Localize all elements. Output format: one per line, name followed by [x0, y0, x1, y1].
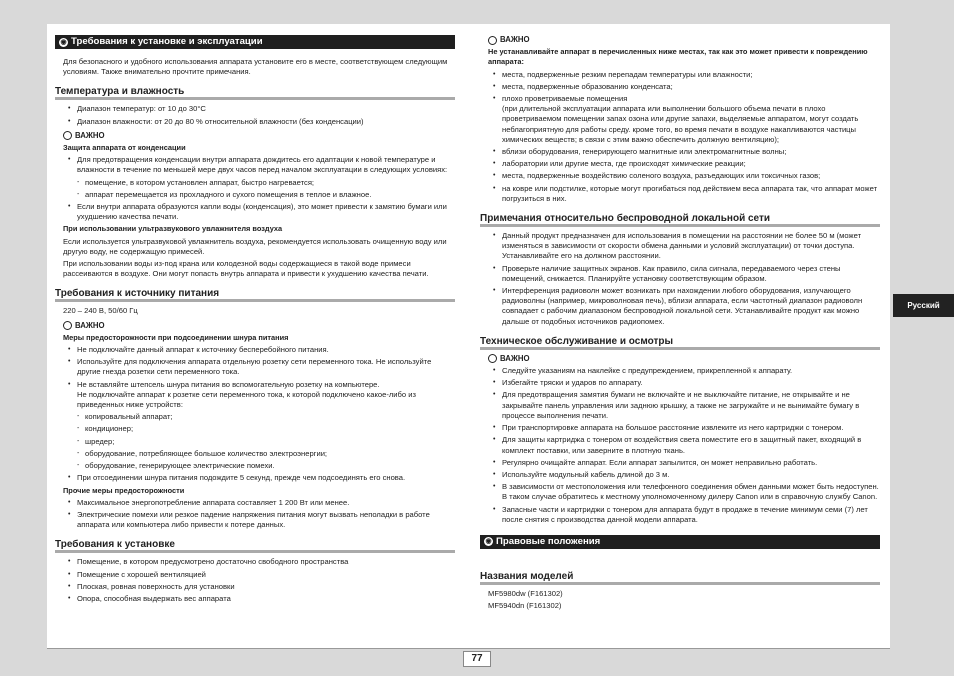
list-item: • Запасные части и картриджи с тонером для аппарата будут в продаже в течение минимум семи (7) лет после снятия с производства данной модели аппарата.: [480, 505, 880, 525]
model-name: MF5980dw (F161302): [488, 588, 563, 598]
list-item: • лаборатории или другие места, где происходят химические реакции;: [480, 159, 880, 169]
list-subitem: - кондиционер;: [55, 424, 455, 434]
maintenance-list: [480, 366, 880, 525]
condensation-list: [55, 155, 455, 222]
list-item: • Проверьте наличие защитных экранов. Как правило, сила сигнала, передаваемого через стены помещений, снижается. Планируйте установку соответствующим образом.: [480, 264, 880, 284]
important-label: [63, 321, 455, 331]
list-item: • места, подверженные воздействию соленого воздуха, разъедающих или токсичных газов;: [480, 171, 880, 181]
list-item-text: плохо проветриваемые помещения: [502, 94, 628, 104]
list-subitem: - аппарат перемещается из прохладного и сухого помещения в теплое и влажное.: [55, 190, 455, 200]
placement-warning-heading: Не устанавливайте аппарат в перечисленных ниже местах, так как это может привести к повреждению аппарата:: [488, 47, 868, 67]
list-item-text: Не вставляйте штепсель шнура питания во вспомогательную розетку на компьютере.: [77, 379, 380, 389]
list-item: • Если внутри аппарата образуются капли воды (конденсация), это может привести к замятию бумаги или ухудшению качества печати.: [55, 202, 455, 222]
list-subitem: - оборудование, потребляющее большое количество электроэнергии;: [55, 449, 455, 459]
left-column: [55, 35, 455, 606]
section-band-installation: [55, 35, 455, 49]
band-title: Требования к установке и эксплуатации: [71, 36, 263, 47]
section-title-wireless: Примечания относительно беспроводной локальной сети: [480, 213, 880, 227]
important-icon: [63, 321, 72, 330]
important-label: [488, 35, 880, 45]
placement-warning-list: [480, 70, 880, 204]
list-item: [480, 94, 880, 145]
list-item: • Максимальное энергопотребление аппарата составляет 1 200 Вт или менее.: [55, 498, 455, 508]
list-item: • Плоская, ровная поверхность для установки: [55, 582, 455, 592]
section-title-power: Требования к источнику питания: [55, 288, 455, 302]
list-item: • В зависимости от местоположения или телефонного соединения обмен данными может быть недоступен. В таком случае обратитесь к местному уполномоченному дилеру Canon или в справочную службу Canon.: [480, 482, 880, 502]
condensation-heading: Защита аппарата от конденсации: [63, 143, 186, 153]
other-precautions-heading: Прочие меры предосторожности: [63, 485, 185, 495]
list-item: • Помещение, в котором предусмотрено достаточно свободного пространства: [55, 557, 455, 567]
footer-divider: [47, 648, 890, 649]
list-item: • Опора, способная выдержать вес аппарата: [55, 594, 455, 604]
list-item: • Электрические помехи или резкое падение напряжения питания могут вызвать неполадки в работе аппарата или компьютера либо привести к потере данных.: [55, 510, 455, 530]
intro-text: Для безопасного и удобного использования аппарата установите его в месте, соответствующем следующим условиям. Также внимательно прочтите примечания.: [63, 57, 448, 77]
list-item: • Избегайте тряски и ударов по аппарату.: [480, 378, 880, 388]
section-band-legal: [480, 535, 880, 549]
right-column: [480, 35, 880, 613]
list-item: • места, подверженные резким перепадам температуры или влажности;: [480, 70, 880, 80]
list-subitem: - шредер;: [55, 437, 455, 447]
list-item: • Помещение с хорошей вентиляцией: [55, 570, 455, 580]
wireless-list: [480, 231, 880, 327]
section-title-temperature: Температура и влажность: [55, 86, 455, 100]
list-item-text: Не подключайте аппарат к розетке сети переменного тока, к которой подключено какое-либо из приведенных ниже устройств:: [77, 389, 416, 410]
humidifier-text-2: При использовании воды из-под крана или колодезной воды содержащиеся в такой воде примеси рассеиваются в воздухе. Они могут попасть внутрь аппарата и привести к ухудшению качества печати.: [63, 259, 429, 279]
important-text: ВАЖНО: [75, 130, 105, 140]
important-text: ВАЖНО: [75, 320, 105, 330]
model-name: MF5940dn (F161302): [488, 601, 562, 611]
list-item: • Диапазон влажности: от 20 до 80 % относительной влажности (без конденсации): [55, 117, 455, 127]
list-item: • места, подверженные образованию конденсата;: [480, 82, 880, 92]
band-title: Правовые положения: [496, 535, 601, 547]
page-number: 77: [463, 651, 491, 667]
section-title-models: Названия моделей: [480, 571, 880, 585]
power-spec: 220 – 240 В, 50/60 Гц: [63, 306, 138, 316]
list-subitem: - оборудование, генерирующее электрические помехи.: [55, 461, 455, 471]
list-item: • Используйте для подключения аппарата отдельную розетку сети переменного тока. Не используйте другие гнезда розетки сети переменного тока.: [55, 357, 455, 377]
language-tab[interactable]: Русский: [893, 294, 954, 317]
list-item: • Следуйте указаниям на наклейке с предупреждением, прикрепленной к аппарату.: [480, 366, 880, 376]
list-item: • Не подключайте данный аппарат к источнику бесперебойного питания.: [55, 345, 455, 355]
install-list: [55, 557, 455, 604]
list-item: • на ковре или подстилке, которые могут прогибаться под действием веса аппарата так, что аппарат может погрузиться в них.: [480, 184, 880, 204]
list-item: • Для предотвращения конденсации внутри аппарата дождитесь его адаптации к новой температуре и влажности в течение по меньшей мере двух часов перед началом эксплуатации в следующих условиях:: [55, 155, 455, 175]
humidifier-text-1: Если используется ультразвуковой увлажнитель воздуха, рекомендуется использовать очищенную воду или другую воду, не содержащую примесей.: [63, 236, 447, 256]
section-title-install: Требования к установке: [55, 539, 455, 553]
list-item: • Диапазон температур: от 10 до 30°C: [55, 104, 455, 114]
list-item: • Для защиты картриджа с тонером от воздействия света поместите его в защитный пакет, входящий в комплект поставки, или заверните в плотную ткань.: [480, 435, 880, 455]
list-subitem: - копировальный аппарат;: [55, 412, 455, 422]
ventilation-note: (при длительной эксплуатации аппарата или выполнении большого объема печати в плохо проветриваемом помещении запах озона или другие запахи, выделяемые аппаратом, могут создать неблагоприятную для работы среду. кроме того, во время печати в воздухе накапливаются частицы химических веществ; в связи с этим важно обеспечить должную вентиляцию);: [502, 104, 859, 144]
globe-icon: ◉: [485, 538, 492, 546]
list-item: • При транспортировке аппарата на большое расстояние извлеките из него картриджи с тонером.: [480, 423, 880, 433]
list-subitem: - помещение, в котором установлен аппарат, быстро нагревается;: [55, 178, 455, 188]
list-item: • Для предотвращения замятия бумаги не включайте и не выключайте питание, не открывайте и не закрывайте панель управления или заднюю крышку, а также не загружайте и не вынимайте бумагу в процессе выполнения печати.: [480, 390, 880, 421]
globe-icon: ◉: [60, 38, 67, 46]
list-item: • вблизи оборудования, генерирующего магнитные или электромагнитные волны;: [480, 147, 880, 157]
temperature-list: [55, 104, 455, 126]
list-item: • При отсоединении шнура питания подождите 5 секунд, прежде чем подсоединять его снова.: [55, 473, 455, 483]
list-item: [55, 380, 455, 411]
list-item: • Данный продукт предназначен для использования в помещении на расстоянии не более 50 м (может изменяться в зависимости от скорости обмена данными и условий эксплуатации) от точки доступа. Устанавливайте его на должном расстоянии.: [480, 231, 880, 262]
power-cord-heading: Меры предосторожности при подсоединении шнура питания: [63, 332, 289, 342]
list-item: • Регулярно очищайте аппарат. Если аппарат запылится, он может неправильно работать.: [480, 458, 880, 468]
list-item: • Интерференция радиоволн может возникать при нахождении любого оборудования, излучающего радиоволны (например, микроволновая печь), вблизи аппарата, если частотный диапазон радиоволн совпадает с рабочим диапазоном беспроводной локальной сети. Устанавливайте продукт как можно дальше от подобных источников радиопомех.: [480, 286, 880, 327]
section-title-maintenance: Техническое обслуживание и осмотры: [480, 336, 880, 350]
humidifier-heading: При использовании ультразвукового увлажнителя воздуха: [63, 224, 283, 234]
important-label: [63, 131, 455, 141]
list-item: • Используйте модульный кабель длиной до 3 м.: [480, 470, 880, 480]
important-text: ВАЖНО: [500, 353, 530, 363]
important-icon: [488, 36, 497, 45]
important-label: [488, 354, 880, 364]
power-cord-list: [55, 345, 455, 483]
important-text: ВАЖНО: [500, 35, 530, 44]
important-icon: [488, 354, 497, 363]
important-icon: [63, 131, 72, 140]
other-precautions-list: [55, 498, 455, 531]
